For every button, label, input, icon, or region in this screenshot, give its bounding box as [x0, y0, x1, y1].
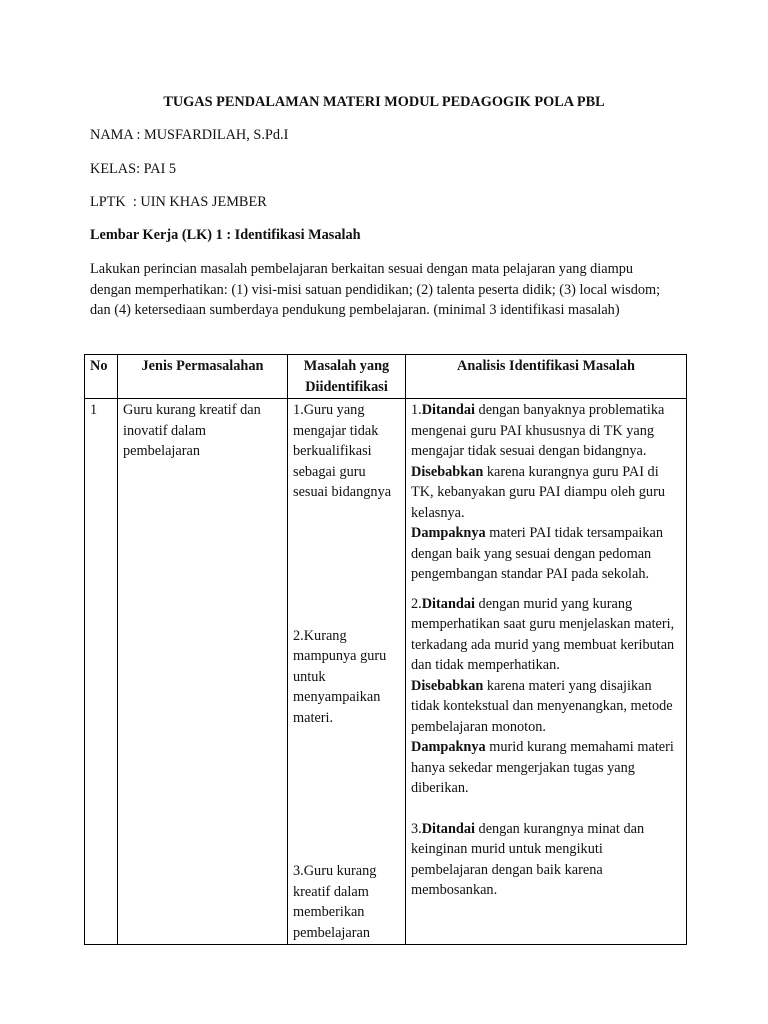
dampak-label: Dampaknya [411, 739, 486, 755]
intro-paragraph: Lakukan perincian masalah pembelajaran berkaitan sesuai dengan mata pelajaran yang diampu dengan memperhatikan: (1) visi-misi satuan pendidikan; (2) talenta peserta didik; (3) local wisdom; dan (4) ketersediaan sumberdaya pendukung pembelajaran. (minimal 3 identifikasi masalah) [90, 261, 661, 318]
masalah-item-3: 3.Guru kurang kreatif dalam memberikan pembelajaran [293, 863, 377, 941]
analisis-item-2: 2.Ditandai dengan murid yang kurang memperhatikan saat guru menjelaskan materi, terkadang ada murid yang membuat keributan dan tidak memperhatikan. Disebabkan karena materi yang disajikan tidak kontekstual dan menyenangkan, metode pembelajaran monoton. Dampaknya murid kurang memahami materi hanya sekedar mengerjakan tugas yang diberikan. [411, 595, 675, 796]
analisis-item-1: 1.Ditandai dengan banyaknya problematika mengenai guru PAI khususnya di TK yang mengajar tidak sesuai dengan bidangnya. Disebabkan karena kurangnya guru PAI di TK, kebanyakan guru PAI diampu oleh guru kelasnya. Dampaknya materi PAI tidak tersampaikan dengan baik yang sesuai dengan pedoman pengembangan standar PAI pada sekolah. [411, 402, 665, 582]
header-masalah: Masalah yang Diidentifikasi [288, 355, 406, 399]
header-jenis: Jenis Permasalahan [118, 355, 288, 399]
info-nama: NAMA : MUSFARDILAH, S.Pd.I [90, 127, 289, 143]
header-analisis: Analisis Identifikasi Masalah [406, 355, 687, 399]
table-header-row [85, 355, 687, 399]
ditandai-label: Ditandai [421, 595, 475, 612]
info-lptk: LPTK : UIN KHAS JEMBER [90, 194, 267, 210]
cell-no: 1 [85, 399, 118, 945]
masalah-item-1: 1.Guru yang mengajar tidak berkualifikasi sebagai guru sesuai bidangnya [293, 402, 392, 500]
cell-jenis: Guru kurang kreatif dan inovatif dalam pembelajaran [118, 399, 288, 945]
identification-table [84, 354, 687, 945]
document-title: TUGAS PENDALAMAN MATERI MODUL PEDAGOGIK POLA PBL [163, 94, 605, 110]
disebabkan-label: Disebabkan [411, 677, 484, 694]
analisis-item-3: 3.Ditandai dengan kurangnya minat dan keinginan murid untuk mengikuti pembelajaran dengan baik karena membosankan. [411, 820, 645, 898]
cell-masalah [288, 399, 406, 945]
table-row [85, 399, 687, 945]
lk-heading: Lembar Kerja (LK) 1 : Identifikasi Masalah [90, 227, 361, 243]
header-no: No [85, 355, 118, 399]
ditandai-label: Ditandai [421, 402, 475, 418]
cell-analisis [406, 399, 687, 945]
disebabkan-label: Disebabkan [411, 463, 484, 480]
masalah-item-2: 2.Kurang mampunya guru untuk menyampaikan materi. [293, 627, 387, 726]
info-kelas: KELAS: PAI 5 [90, 161, 177, 177]
dampak-label: Dampaknya [411, 525, 486, 541]
ditandai-label: Ditandai [421, 820, 475, 837]
